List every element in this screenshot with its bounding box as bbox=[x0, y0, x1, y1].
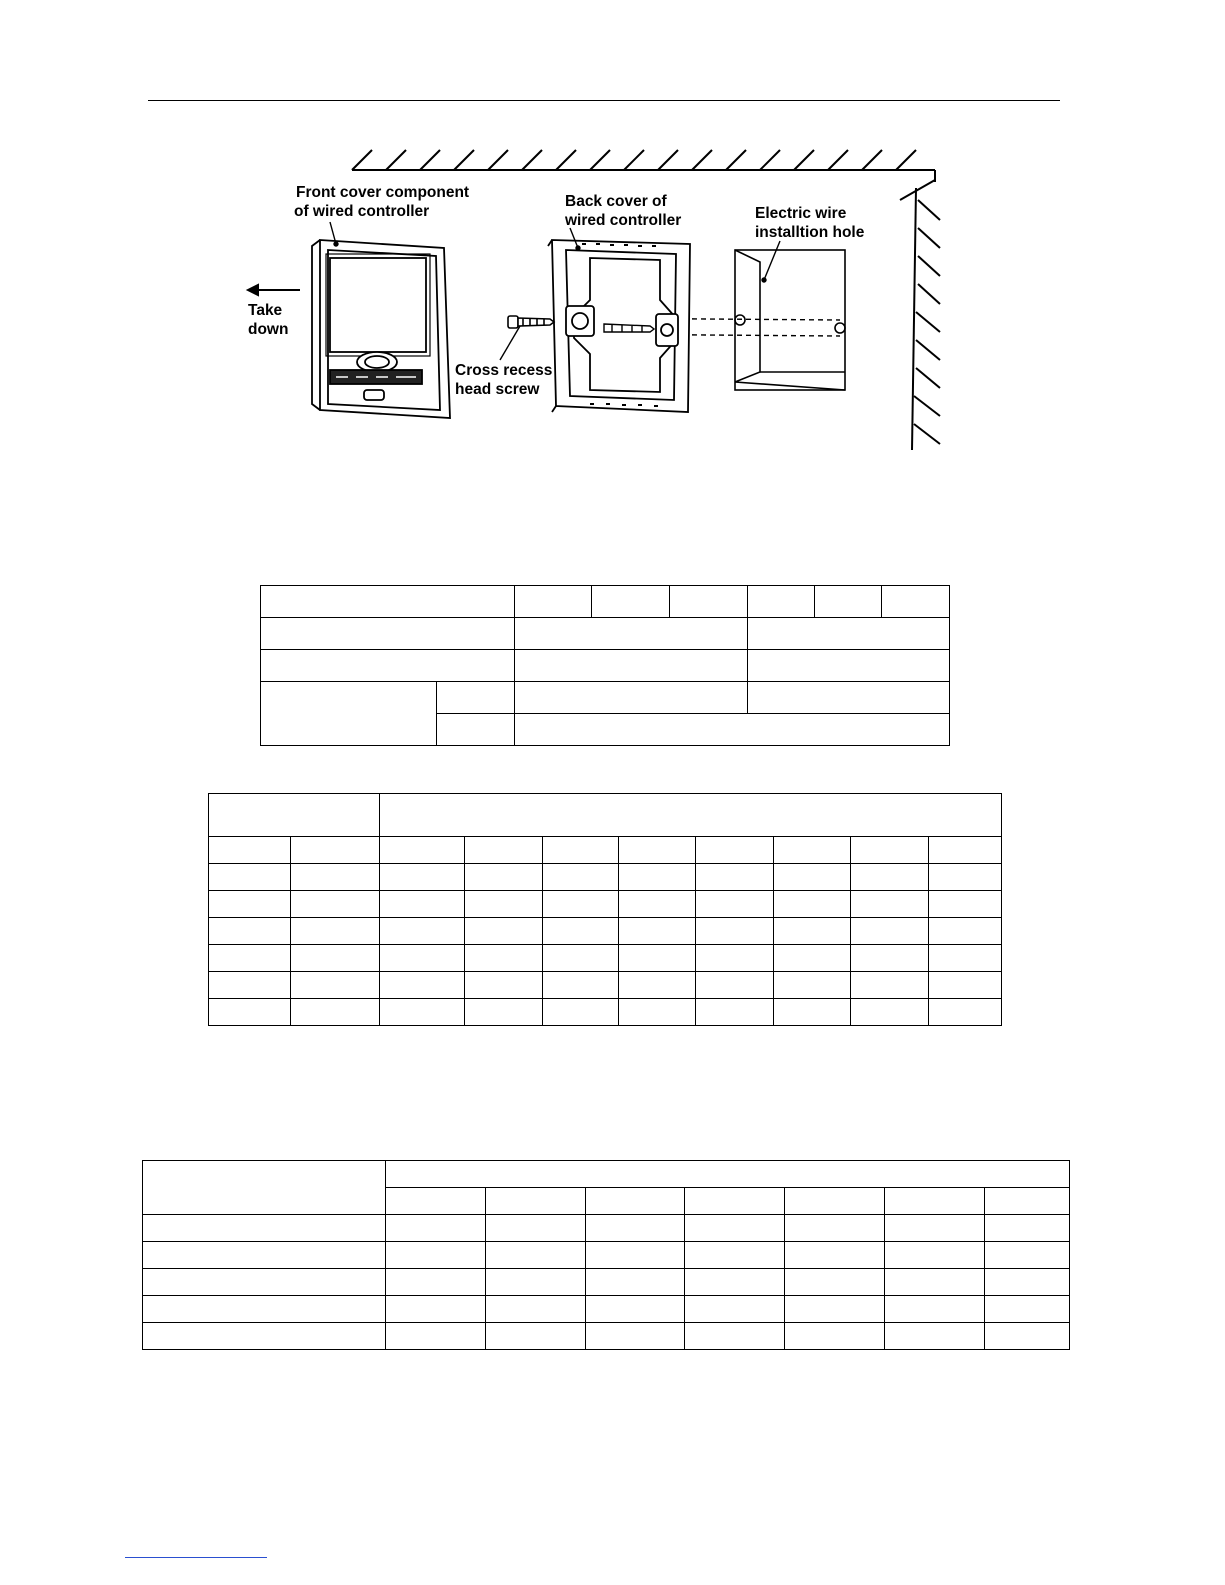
table-row bbox=[209, 972, 1002, 999]
table-cell bbox=[436, 714, 514, 746]
table-cell bbox=[985, 1323, 1070, 1350]
table-cell bbox=[290, 972, 379, 999]
table-cell bbox=[290, 891, 379, 918]
cross-recess-screw bbox=[508, 316, 554, 328]
table-cell bbox=[485, 1296, 585, 1323]
table-cell bbox=[774, 864, 851, 891]
table-row bbox=[261, 682, 950, 714]
table-cell bbox=[619, 837, 696, 864]
table-cell bbox=[514, 586, 592, 618]
table-cell bbox=[143, 1296, 386, 1323]
table-cell bbox=[385, 1161, 1069, 1188]
table-cell bbox=[882, 586, 950, 618]
table-cell bbox=[696, 972, 774, 999]
table-cell bbox=[851, 945, 929, 972]
table-cell bbox=[514, 682, 748, 714]
table-row bbox=[209, 891, 1002, 918]
spec-table bbox=[142, 1160, 1070, 1350]
table-cell bbox=[209, 945, 291, 972]
table-cell bbox=[379, 891, 464, 918]
table-cell bbox=[774, 945, 851, 972]
table-cell bbox=[985, 1242, 1070, 1269]
table-cell bbox=[774, 891, 851, 918]
table-cell bbox=[542, 918, 619, 945]
table-cell bbox=[485, 1323, 585, 1350]
table-cell bbox=[379, 972, 464, 999]
table-cell bbox=[748, 586, 815, 618]
table-cell bbox=[929, 999, 1002, 1026]
table-cell bbox=[542, 837, 619, 864]
table-cell bbox=[685, 1323, 785, 1350]
table-cell bbox=[985, 1215, 1070, 1242]
table-cell bbox=[209, 794, 380, 837]
table-cell bbox=[143, 1242, 386, 1269]
table-cell bbox=[290, 918, 379, 945]
table-cell bbox=[619, 918, 696, 945]
table-cell bbox=[748, 650, 950, 682]
table-cell bbox=[464, 891, 542, 918]
table-cell bbox=[685, 1188, 785, 1215]
table-cell bbox=[379, 864, 464, 891]
table-cell bbox=[464, 864, 542, 891]
table-cell bbox=[143, 1269, 386, 1296]
table-cell bbox=[585, 1296, 685, 1323]
table-cell bbox=[696, 945, 774, 972]
table-cell bbox=[696, 837, 774, 864]
table-cell bbox=[209, 918, 291, 945]
table-cell bbox=[385, 1296, 485, 1323]
screw-label: Cross recess head screw bbox=[455, 362, 553, 398]
table-cell bbox=[585, 1323, 685, 1350]
table-row bbox=[209, 945, 1002, 972]
table-cell bbox=[685, 1215, 785, 1242]
table-cell bbox=[785, 1188, 885, 1215]
table-cell bbox=[261, 618, 515, 650]
table-cell bbox=[592, 586, 670, 618]
table-cell bbox=[385, 1269, 485, 1296]
table-cell bbox=[385, 1242, 485, 1269]
table-cell bbox=[685, 1242, 785, 1269]
table-cell bbox=[485, 1215, 585, 1242]
table-cell bbox=[774, 972, 851, 999]
table-cell bbox=[619, 864, 696, 891]
table-cell bbox=[464, 837, 542, 864]
table-cell bbox=[851, 999, 929, 1026]
table-cell bbox=[785, 1323, 885, 1350]
table-cell bbox=[685, 1296, 785, 1323]
installation-diagram bbox=[0, 0, 1225, 470]
wall-hatching bbox=[912, 188, 940, 450]
table-cell bbox=[464, 999, 542, 1026]
table-cell bbox=[985, 1296, 1070, 1323]
table-cell bbox=[385, 1215, 485, 1242]
table-cell bbox=[379, 837, 464, 864]
table-cell bbox=[585, 1188, 685, 1215]
table-cell bbox=[929, 972, 1002, 999]
table-cell bbox=[885, 1188, 985, 1215]
table-cell bbox=[696, 891, 774, 918]
take-down-arrow-icon bbox=[248, 285, 300, 295]
back-cover-label: Back cover of wired controller bbox=[565, 193, 682, 229]
table-cell bbox=[619, 999, 696, 1026]
table-cell bbox=[209, 891, 291, 918]
table-cell bbox=[261, 650, 515, 682]
table-cell bbox=[514, 714, 949, 746]
table-cell bbox=[379, 945, 464, 972]
table-cell bbox=[464, 918, 542, 945]
table-cell bbox=[464, 945, 542, 972]
table-cell bbox=[929, 891, 1002, 918]
table-row bbox=[143, 1323, 1070, 1350]
front-cover bbox=[312, 240, 450, 418]
table-cell bbox=[851, 891, 929, 918]
table-cell bbox=[290, 999, 379, 1026]
front-cover-label: Front cover component of wired controller bbox=[294, 184, 470, 220]
table-row bbox=[209, 999, 1002, 1026]
mounted-screw bbox=[604, 324, 654, 332]
table-cell bbox=[514, 618, 748, 650]
table-cell bbox=[485, 1242, 585, 1269]
table-cell bbox=[885, 1242, 985, 1269]
table-row bbox=[143, 1269, 1070, 1296]
table-cell bbox=[209, 864, 291, 891]
table-cell bbox=[436, 682, 514, 714]
table-row bbox=[261, 650, 950, 682]
footer-link-underline bbox=[125, 1557, 267, 1558]
table-cell bbox=[774, 837, 851, 864]
table-cell bbox=[748, 618, 950, 650]
table-cell bbox=[542, 999, 619, 1026]
table-cell bbox=[670, 586, 748, 618]
table-cell bbox=[985, 1188, 1070, 1215]
table-cell bbox=[585, 1242, 685, 1269]
table-cell bbox=[143, 1323, 386, 1350]
table-cell bbox=[143, 1215, 386, 1242]
table-row bbox=[209, 837, 1002, 864]
table-cell bbox=[851, 837, 929, 864]
table-cell bbox=[929, 918, 1002, 945]
table-cell bbox=[851, 864, 929, 891]
wire-table bbox=[208, 793, 1002, 1026]
table-cell bbox=[785, 1242, 885, 1269]
table-cell bbox=[985, 1269, 1070, 1296]
table-cell bbox=[885, 1215, 985, 1242]
table-cell bbox=[619, 891, 696, 918]
table-row bbox=[143, 1296, 1070, 1323]
table-cell bbox=[379, 999, 464, 1026]
table-cell bbox=[774, 918, 851, 945]
table-cell bbox=[209, 972, 291, 999]
table-cell bbox=[696, 918, 774, 945]
table-cell bbox=[143, 1161, 386, 1215]
table-cell bbox=[748, 682, 950, 714]
table-cell bbox=[209, 999, 291, 1026]
table-row bbox=[143, 1242, 1070, 1269]
table-cell bbox=[385, 1323, 485, 1350]
table-cell bbox=[929, 945, 1002, 972]
table-cell bbox=[929, 864, 1002, 891]
table-cell bbox=[685, 1269, 785, 1296]
table-row bbox=[209, 794, 1002, 837]
table-cell bbox=[619, 945, 696, 972]
take-down-label: Take down bbox=[248, 302, 289, 338]
table-cell bbox=[290, 837, 379, 864]
table-cell bbox=[774, 999, 851, 1026]
table-cell bbox=[542, 945, 619, 972]
table-cell bbox=[379, 918, 464, 945]
table-cell bbox=[485, 1269, 585, 1296]
table-cell bbox=[542, 864, 619, 891]
table-row bbox=[143, 1161, 1070, 1188]
table-cell bbox=[785, 1215, 885, 1242]
table-cell bbox=[514, 650, 748, 682]
table-cell bbox=[885, 1323, 985, 1350]
table-cell bbox=[585, 1215, 685, 1242]
table-cell bbox=[696, 999, 774, 1026]
table-cell bbox=[815, 586, 882, 618]
table-cell bbox=[929, 837, 1002, 864]
table-cell bbox=[542, 972, 619, 999]
table-row bbox=[209, 918, 1002, 945]
table-cell bbox=[485, 1188, 585, 1215]
table-row bbox=[209, 864, 1002, 891]
table-cell bbox=[885, 1269, 985, 1296]
table-cell bbox=[290, 945, 379, 972]
table-cell bbox=[261, 682, 437, 746]
table-row bbox=[143, 1215, 1070, 1242]
table-cell bbox=[696, 864, 774, 891]
table-cell bbox=[851, 972, 929, 999]
table-cell bbox=[290, 864, 379, 891]
table-cell bbox=[885, 1296, 985, 1323]
table-cell bbox=[619, 972, 696, 999]
table-cell bbox=[542, 891, 619, 918]
table-cell bbox=[785, 1296, 885, 1323]
table-cell bbox=[851, 918, 929, 945]
table-row bbox=[261, 586, 950, 618]
table-cell bbox=[379, 794, 1001, 837]
wire-hole-label: Electric wire installtion hole bbox=[755, 205, 865, 241]
table-cell bbox=[585, 1269, 685, 1296]
table-row bbox=[261, 618, 950, 650]
table-cell bbox=[209, 837, 291, 864]
table-cell bbox=[385, 1188, 485, 1215]
table-cell bbox=[261, 586, 515, 618]
table-cell bbox=[464, 972, 542, 999]
connection-table bbox=[260, 585, 950, 746]
table-cell bbox=[785, 1269, 885, 1296]
